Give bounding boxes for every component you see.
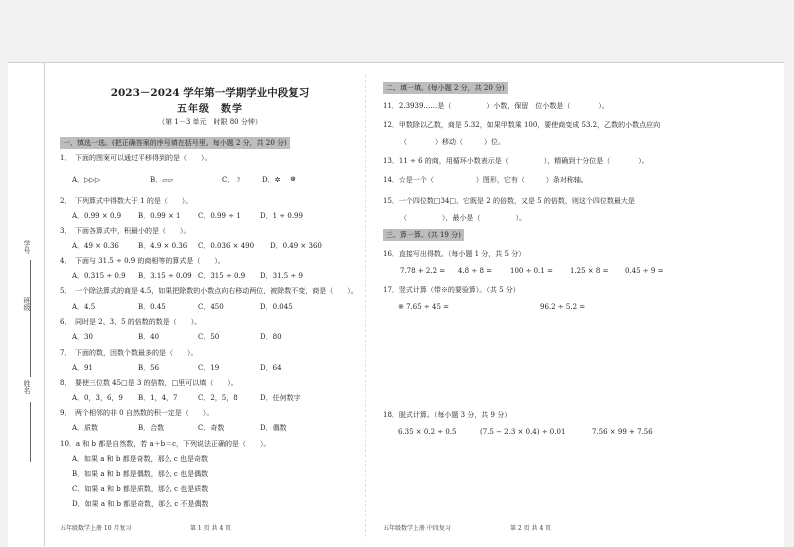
question-12a: 12．甲数除以乙数，商是 5.32，如果甲数乘 100，要使商变成 53.2，乙数的小数点应向 bbox=[383, 121, 661, 129]
question-1: 1． 下面的图案可以通过平移得到的是（ ）。 bbox=[60, 154, 212, 162]
question-16: 16．直接写出得数。（每小题 1 分，共 5 分） bbox=[383, 250, 526, 258]
q16-item-5: 0.45 ÷ 9 = bbox=[625, 267, 664, 275]
q10-option-d: D．如果 a 和 b 都是奇数，那么 c 不是偶数 bbox=[72, 500, 209, 508]
q9-option-b: B．合数 bbox=[138, 424, 165, 432]
question-10: 10．a 和 b 都是自然数，若 a＋b＝c，下列说法正确的是（ ）。 bbox=[60, 440, 271, 448]
page-divider bbox=[365, 75, 366, 537]
q6-option-c: C．50 bbox=[198, 333, 220, 341]
q9-option-a: A．质数 bbox=[72, 424, 99, 432]
exam-title: 2023－2024 学年第一学期学业中段复习 bbox=[110, 87, 310, 99]
question-14: 14．☆是一个（ ）图形，它有（ ）条对称轴。 bbox=[383, 176, 588, 184]
footer-left-page: 第 1 页 共 4 页 bbox=[190, 525, 232, 532]
question-7: 7． 下面的数，因数个数最多的是（ ）。 bbox=[60, 349, 198, 357]
q2-option-a: A．0.99 × 0.9 bbox=[72, 212, 122, 220]
section3-heading: 三、算一算。(共 19 分) bbox=[383, 229, 464, 241]
question-15b: （ ），最小是（ ）。 bbox=[400, 214, 526, 222]
footer-right-course: 五年级数学上册 中段复习 bbox=[383, 525, 451, 532]
footer-right-page: 第 2 页 共 4 页 bbox=[510, 525, 552, 532]
q1-option-b: B．▱▱ bbox=[150, 176, 173, 184]
q6-option-a: A．30 bbox=[72, 333, 93, 341]
q16-item-2: 4.8 ÷ 8 = bbox=[458, 267, 492, 275]
section2-heading: 二、填一填。(每小题 2 分，共 20 分) bbox=[383, 82, 508, 94]
q2-option-c: C．0.99 ÷ 1 bbox=[198, 212, 241, 220]
q8-option-a: A．0，3，6，9 bbox=[72, 394, 123, 402]
q8-option-d: D．任何数字 bbox=[260, 394, 301, 402]
question-18: 18．脱式计算。（每小题 3 分，共 9 分） bbox=[383, 411, 512, 419]
class-line bbox=[30, 317, 31, 377]
section1-heading: 一、慎选一选。(把正确答案的序号填在括号里。每小题 2 分，共 20 分) bbox=[60, 137, 290, 149]
q10-option-c: C．如果 a 和 b 都是质数，那么 c 也是质数 bbox=[72, 485, 209, 493]
question-15a: 15．一个四位数□34□，它既是 2 的倍数，又是 5 的倍数，则这个四位数最大是 bbox=[383, 197, 635, 205]
q5-option-b: B．0.45 bbox=[138, 303, 166, 311]
q8-option-b: B．1，4，7 bbox=[138, 394, 178, 402]
question-9: 9． 两个相邻的非 0 自然数的积一定是（ ）。 bbox=[60, 409, 214, 417]
question-8: 8． 要使三位数 45□是 3 的倍数，□里可以填（ ）。 bbox=[60, 379, 238, 387]
binding-strip bbox=[8, 62, 45, 546]
q17-item-1: ※ 7.65 ÷ 45 = bbox=[398, 303, 449, 311]
q9-option-d: D．偶数 bbox=[260, 424, 287, 432]
q4-option-a: A．0.315 ÷ 0.9 bbox=[72, 272, 126, 280]
q10-option-a: A．如果 a 和 b 都是奇数，那么 c 也是奇数 bbox=[72, 455, 208, 463]
q16-item-1: 7.78 + 2.2 = bbox=[400, 267, 446, 275]
q6-option-b: B．40 bbox=[138, 333, 160, 341]
q9-option-c: C．奇数 bbox=[198, 424, 225, 432]
q5-option-d: D．0.045 bbox=[260, 303, 293, 311]
student-id-line bbox=[30, 260, 31, 320]
q1-option-a: A．▷▷▷ bbox=[72, 176, 101, 184]
q7-option-c: C．19 bbox=[198, 364, 220, 372]
q4-option-d: D．31.5 ÷ 9 bbox=[260, 272, 303, 280]
question-13: 13．11 ÷ 6 的商，用循环小数表示是（ ），精确到十分位是（ ）。 bbox=[383, 157, 649, 165]
q2-option-b: B．0.99 × 1 bbox=[138, 212, 181, 220]
q17-item-2: 96.2 ÷ 5.2 = bbox=[540, 303, 586, 311]
q3-option-a: A．49 × 0.36 bbox=[72, 242, 119, 250]
q2-option-d: D．1 ÷ 0.99 bbox=[260, 212, 303, 220]
q6-option-d: D．80 bbox=[260, 333, 282, 341]
q18-item-3: 7.56 × 99 + 7.56 bbox=[592, 428, 653, 436]
q3-option-b: B．4.9 × 0.36 bbox=[138, 242, 188, 250]
q18-item-2: (7.5 − 2.3 × 0.4) ÷ 0.01 bbox=[480, 428, 566, 436]
student-id-label: 学号 bbox=[23, 240, 31, 254]
q4-option-c: C．315 ÷ 0.9 bbox=[198, 272, 246, 280]
question-6: 6． 同时是 2、3、5 的倍数的数是（ ）。 bbox=[60, 318, 202, 326]
q7-option-a: A．91 bbox=[72, 364, 93, 372]
name-line bbox=[30, 402, 31, 462]
q5-option-a: A．4.5 bbox=[72, 303, 96, 311]
q8-option-c: C．2，5，8 bbox=[198, 394, 238, 402]
q3-option-d: D．0.49 × 360 bbox=[270, 242, 322, 250]
q1-option-c: C．☽ bbox=[222, 176, 241, 184]
class-label: 班级 bbox=[23, 297, 31, 311]
q10-option-b: B．如果 a 和 b 都是偶数，那么 c 也是偶数 bbox=[72, 470, 209, 478]
question-4: 4． 下面与 31.5 ÷ 0.9 的商相等的算式是（ ）。 bbox=[60, 257, 225, 265]
question-2: 2． 下列算式中得数大于 1 的是（ ）。 bbox=[60, 197, 193, 205]
name-label: 姓名 bbox=[23, 380, 31, 394]
q4-option-b: B．3.15 ÷ 0.09 bbox=[138, 272, 192, 280]
q16-item-4: 1.25 × 8 = bbox=[570, 267, 609, 275]
question-12b: （ ）移动（ ）位。 bbox=[400, 138, 505, 146]
q1-option-e: ⊛ bbox=[290, 175, 296, 183]
question-11: 11．2.3939……是（ ）小数，保留 位小数是（ ）。 bbox=[383, 102, 609, 110]
q5-option-c: C．450 bbox=[198, 303, 224, 311]
question-17: 17．竖式计算（带※的要验算）。（共 5 分） bbox=[383, 286, 520, 294]
question-5: 5． 一个除法算式的商是 4.5，如果把除数的小数点向右移动两位，被除数不变，商是（ ）。 bbox=[60, 287, 358, 295]
grade-subject: 五年级 数学 bbox=[177, 104, 243, 115]
question-3: 3． 下面各算式中，积最小的是（ ）。 bbox=[60, 227, 191, 235]
footer-left-course: 五年级数学上册 10 月复习 bbox=[60, 525, 132, 532]
q16-item-3: 100 ÷ 0.1 = bbox=[510, 267, 553, 275]
q7-option-b: B．56 bbox=[138, 364, 160, 372]
q1-option-d: D．✲ bbox=[262, 176, 281, 184]
q7-option-d: D．64 bbox=[260, 364, 282, 372]
q18-item-1: 6.35 × 0.2 ÷ 0.5 bbox=[398, 428, 457, 436]
q3-option-c: C．0.036 × 490 bbox=[198, 242, 255, 250]
exam-scope: （第 1－3 单元 时限 80 分钟） bbox=[158, 118, 262, 126]
